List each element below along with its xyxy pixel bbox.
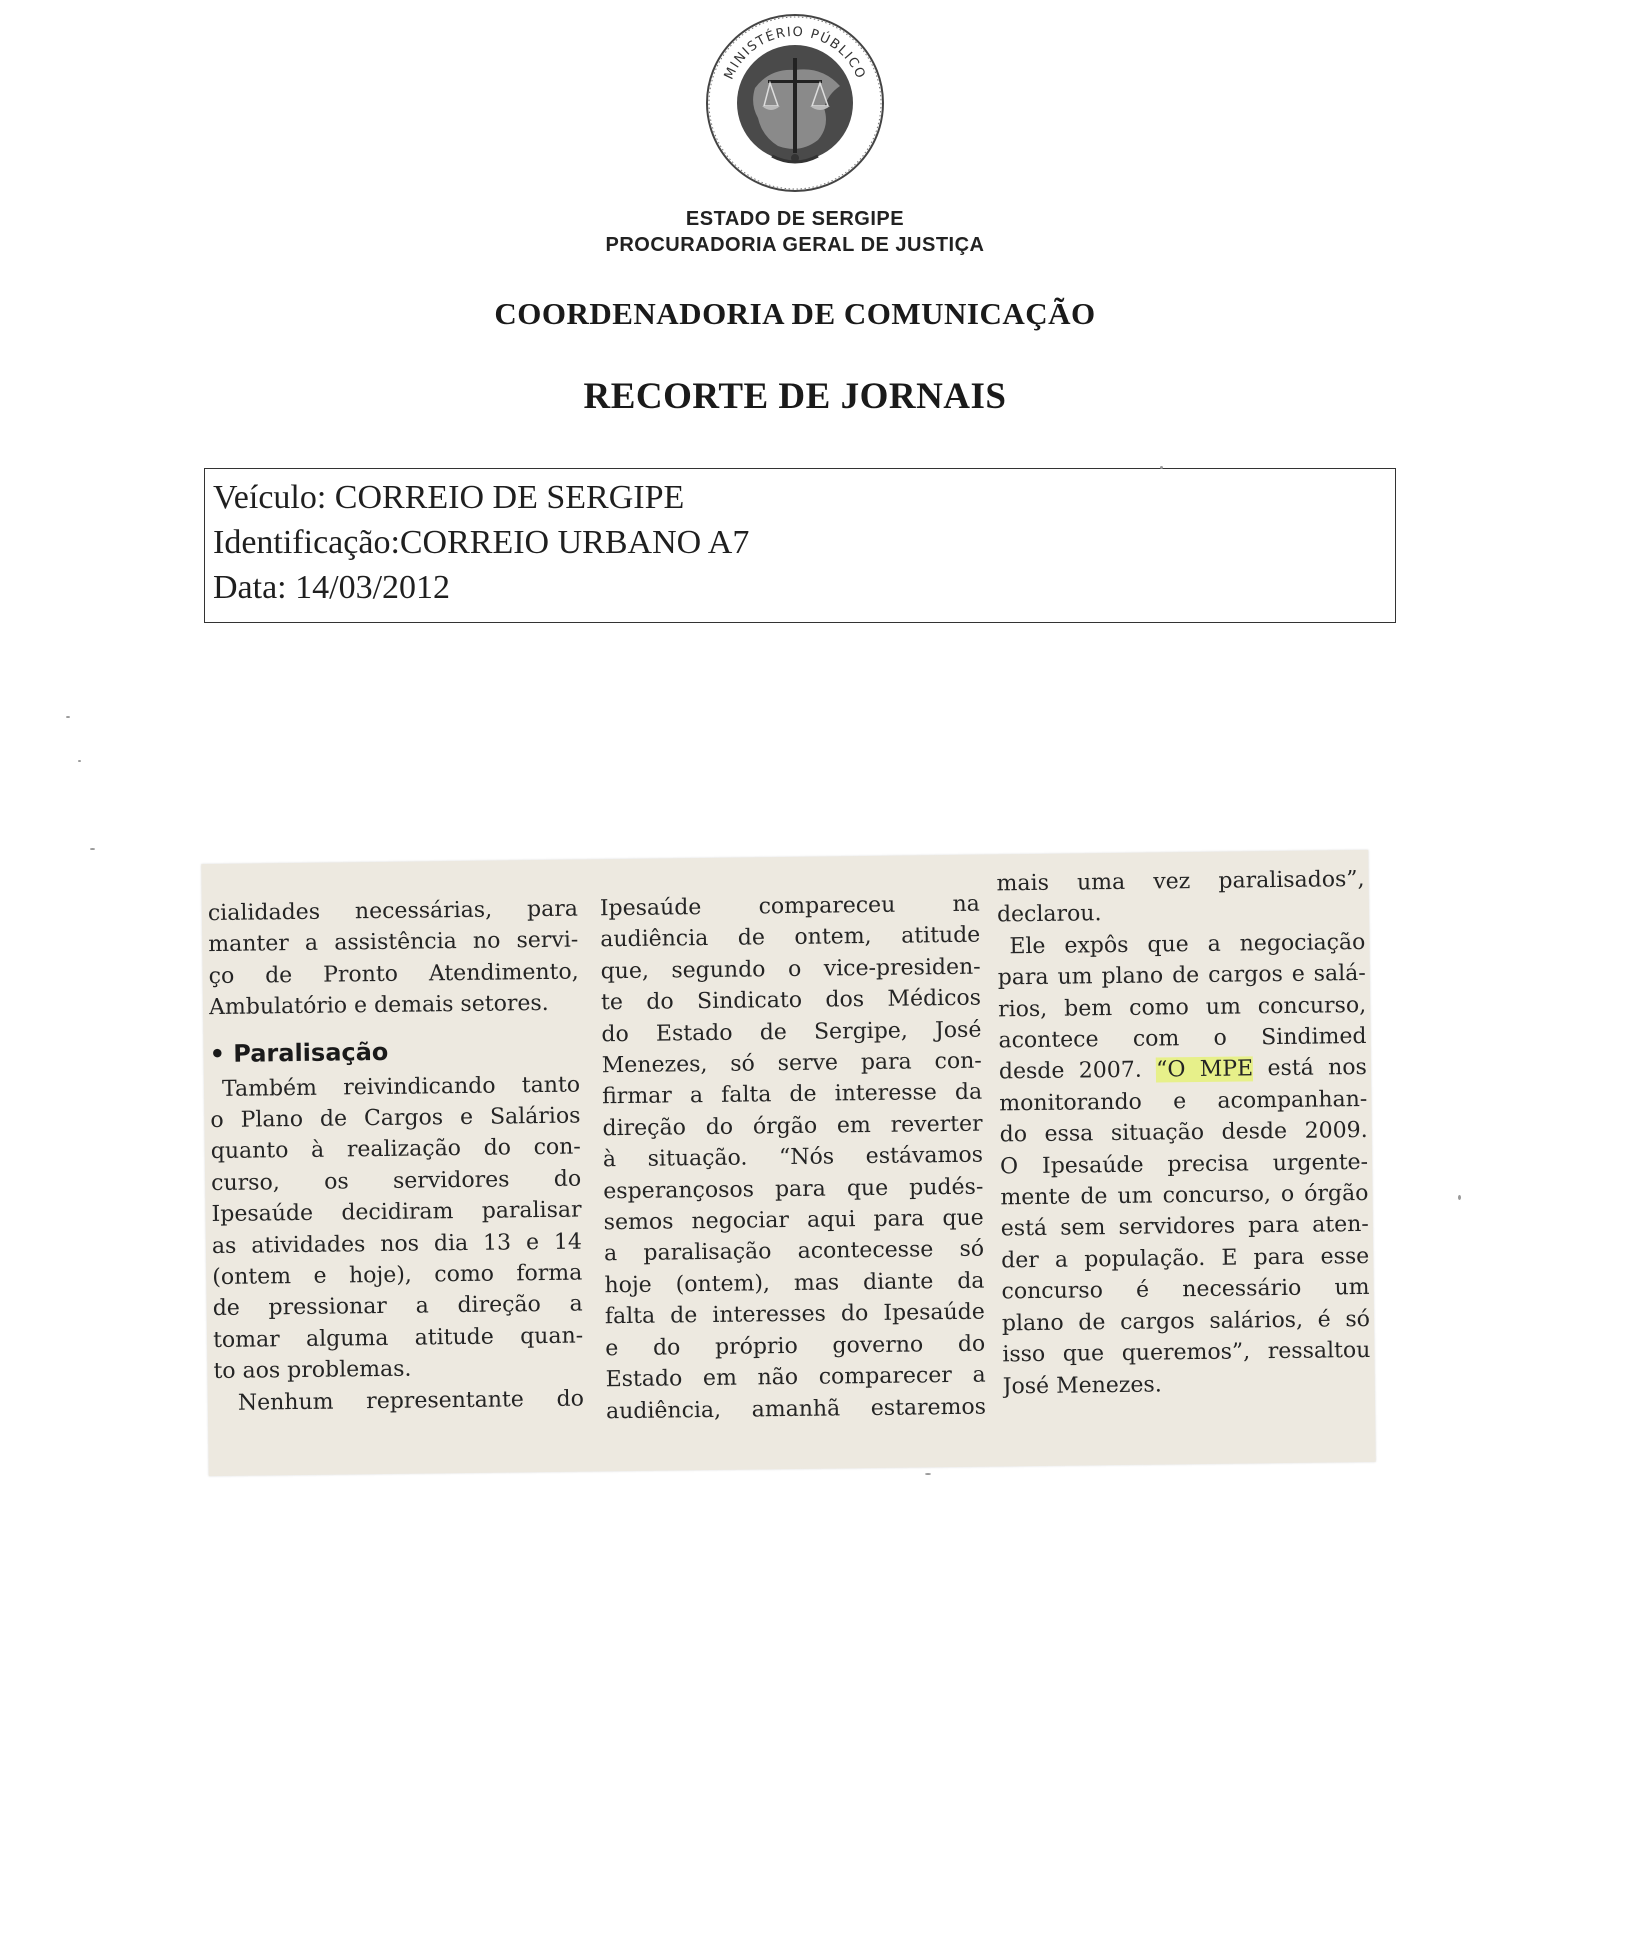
article-line: mente de um concurso, o órgão (1000, 1180, 1369, 1211)
scan-speck (925, 1473, 931, 1475)
article-line: der a população. E para esse (1001, 1243, 1370, 1274)
article-line: declarou. (996, 901, 1102, 928)
article-line: Nenhum representante do (237, 1386, 585, 1416)
article-line: te do Sindicato dos Médicos (600, 985, 982, 1016)
article-line: isso que queremos”, ressaltou (1002, 1338, 1371, 1368)
article-line: para um plano de cargos e salá- (997, 961, 1366, 991)
article-line: esperançosos para que pudés- (603, 1174, 984, 1204)
scan-speck (1458, 1195, 1461, 1200)
article-line: e do próprio governo do (605, 1331, 986, 1361)
article-line: O Ipesaúde precisa urgente- (999, 1149, 1369, 1180)
department-title: COORDENADORIA DE COMUNICAÇÃO (494, 296, 1096, 331)
article-line: semos negociar aqui para que (603, 1205, 984, 1236)
article-subheading: • Paralisação (209, 1037, 389, 1068)
article-line: audiência de ontem, atitude (600, 923, 981, 953)
article-line: curso, os servidores do (211, 1166, 582, 1196)
article-column-3 (996, 864, 1370, 1402)
info-identificacao: Identificação:CORREIO URBANO A7 (213, 524, 750, 561)
article-line: manter a assistência no servi- (208, 927, 579, 958)
article-line: Ipesaúde decidiram paralisar (211, 1197, 582, 1228)
article-line: falta de interesses do Ipesaúde (604, 1299, 985, 1330)
article-line: à situação. “Nós estávamos (602, 1142, 984, 1173)
article-line: plano de cargos salários, é só (1001, 1306, 1371, 1337)
article-line: a paralisação acontecesse só (603, 1237, 985, 1267)
article-line: José Menezes. (1002, 1371, 1162, 1399)
article-line: mais uma vez paralisados”, (996, 866, 1365, 897)
ministerio-publico-seal (700, 8, 890, 198)
article-line: rios, bem como um concurso, (997, 992, 1367, 1023)
article-line: Ambulatório e demais setores. (208, 991, 549, 1021)
clipping-info-box (204, 468, 1396, 623)
highlight-mpe: “O MPE (1155, 1056, 1254, 1083)
article-line: Estado em não comparecer a (605, 1362, 986, 1393)
article-line: cialidades necessárias, para (207, 896, 579, 927)
article-line: audiência, amanhã estaremos (605, 1394, 987, 1424)
article-line: concurso é necessário um (1001, 1275, 1370, 1305)
article-column-1 (208, 894, 584, 1420)
org-line-state: ESTADO DE SERGIPE (685, 208, 905, 230)
article-line: (ontem e hoje), como forma (212, 1260, 583, 1291)
article-line-highlighted (999, 1052, 1367, 1088)
scan-speck (90, 848, 95, 850)
article-line: tomar alguma atitude quan- (212, 1323, 584, 1353)
article-line: as atividades nos dia 13 e 14 (211, 1229, 583, 1259)
article-fragment: desde 2007. (998, 1058, 1142, 1085)
article-column-2 (600, 889, 986, 1428)
article-line: de pressionar a direção a (212, 1291, 583, 1322)
article-line: Ele expôs que a negociação (1009, 929, 1366, 960)
svg-text:MINISTÉRIO PÚBLICO: MINISTÉRIO PÚBLICO (721, 24, 869, 82)
article-line: quanto à realização do con- (210, 1134, 581, 1165)
article-line: acontece com o Sindimed (998, 1023, 1367, 1054)
newspaper-clipping (201, 850, 1375, 1476)
article-line: direção do órgão em reverter (602, 1111, 983, 1142)
info-veiculo: Veículo: CORREIO DE SERGIPE (213, 479, 685, 516)
article-line: hoje (ontem), mas diante da (604, 1268, 985, 1299)
scan-speck (1160, 466, 1163, 469)
article-line: do essa situação desde 2009. (999, 1118, 1368, 1148)
article-line: do Estado de Sergipe, José (601, 1017, 982, 1047)
article-line: está sem servidores para aten- (1000, 1212, 1369, 1242)
document-title: RECORTE DE JORNAIS (583, 376, 1007, 417)
info-data: Data: 14/03/2012 (213, 569, 451, 606)
article-line: Ipesaúde compareceu na (599, 891, 981, 922)
scan-speck (66, 716, 70, 718)
scan-speck (78, 760, 81, 762)
article-line: o Plano de Cargos e Salários (210, 1103, 581, 1134)
org-line-procuradoria: PROCURADORIA GERAL DE JUSTIÇA (605, 234, 985, 256)
article-line: Também reivindicando tanto (221, 1072, 581, 1102)
article-line: to aos problemas. (213, 1356, 412, 1385)
article-line: monitorando e acompanhan- (999, 1086, 1368, 1117)
article-line: que, segundo o vice-presiden- (600, 954, 981, 985)
article-line: firmar a falta de interesse da (602, 1080, 983, 1110)
article-line: ço de Pronto Atendimento, (208, 959, 579, 989)
article-line: Menezes, só serve para con- (601, 1048, 982, 1079)
article-fragment: está nos (1267, 1055, 1368, 1082)
